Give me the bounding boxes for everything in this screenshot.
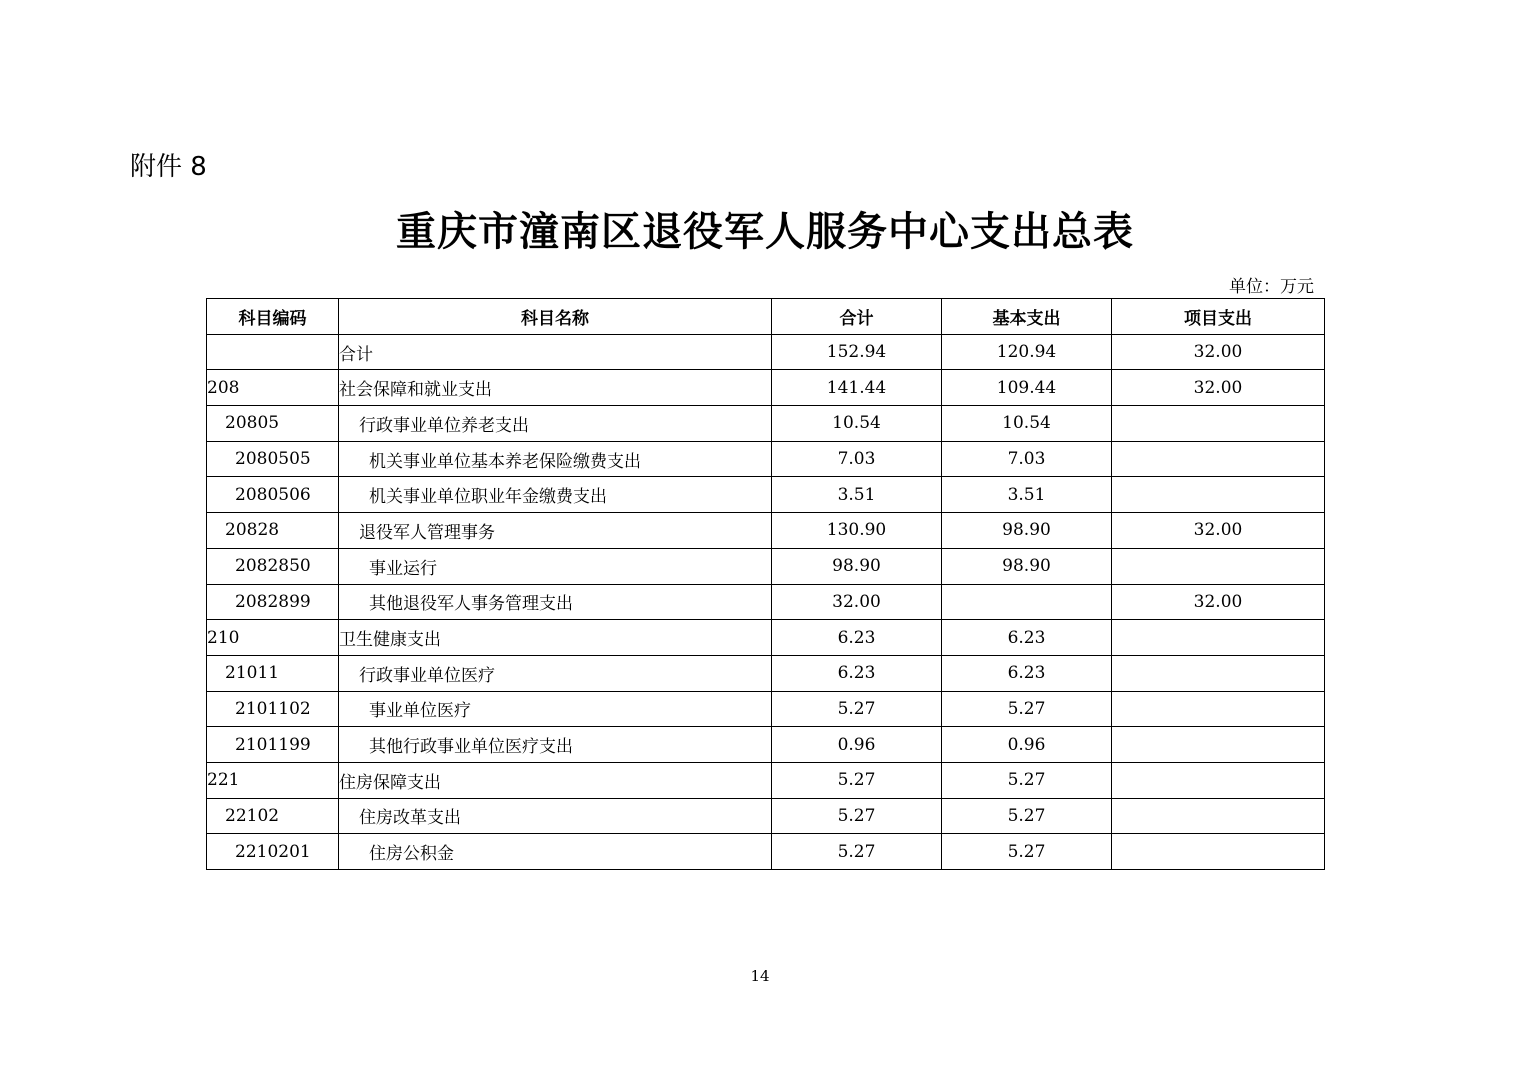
cell-subject-name: 其他退役军人事务管理支出: [339, 584, 772, 620]
table-row: [207, 548, 1325, 584]
cell-project-expenditure: [1112, 620, 1325, 656]
cell-project-expenditure: 32.00: [1112, 513, 1325, 549]
table-body: [207, 334, 1325, 869]
page-number: 14: [750, 967, 770, 985]
table-row: [207, 477, 1325, 513]
cell-subject-name: 退役军人管理事务: [339, 513, 772, 549]
cell-subject-name: 行政事业单位养老支出: [339, 406, 772, 442]
cell-total: 5.27: [772, 691, 942, 727]
table-row: [207, 620, 1325, 656]
cell-basic-expenditure: 98.90: [942, 513, 1112, 549]
cell-basic-expenditure: 7.03: [942, 441, 1112, 477]
cell-subject-code: 208: [207, 370, 339, 406]
cell-subject-code: 2101102: [207, 691, 339, 727]
cell-subject-name: 社会保障和就业支出: [339, 370, 772, 406]
cell-total: 7.03: [772, 441, 942, 477]
cell-subject-name: 住房改革支出: [339, 798, 772, 834]
cell-total: 5.27: [772, 834, 942, 870]
expenditure-table: [206, 298, 1325, 870]
cell-subject-name: 事业单位医疗: [339, 691, 772, 727]
table-row: [207, 370, 1325, 406]
table-row: [207, 513, 1325, 549]
table-row: [207, 584, 1325, 620]
cell-subject-name: 住房公积金: [339, 834, 772, 870]
cell-subject-name: 卫生健康支出: [339, 620, 772, 656]
cell-subject-code: 22102: [207, 798, 339, 834]
cell-project-expenditure: [1112, 655, 1325, 691]
cell-project-expenditure: 32.00: [1112, 370, 1325, 406]
cell-subject-name: 机关事业单位基本养老保险缴费支出: [339, 441, 772, 477]
cell-basic-expenditure: [942, 584, 1112, 620]
cell-project-expenditure: 32.00: [1112, 584, 1325, 620]
cell-subject-name: 机关事业单位职业年金缴费支出: [339, 477, 772, 513]
cell-project-expenditure: [1112, 798, 1325, 834]
cell-basic-expenditure: 5.27: [942, 691, 1112, 727]
cell-basic-expenditure: 120.94: [942, 334, 1112, 370]
table-row: [207, 441, 1325, 477]
cell-project-expenditure: [1112, 727, 1325, 763]
header-subject-code: 科目编码: [207, 299, 339, 335]
cell-subject-code: 21011: [207, 655, 339, 691]
cell-project-expenditure: [1112, 441, 1325, 477]
table-row: [207, 798, 1325, 834]
cell-project-expenditure: [1112, 762, 1325, 798]
cell-project-expenditure: [1112, 834, 1325, 870]
cell-subject-code: 2101199: [207, 727, 339, 763]
cell-basic-expenditure: 6.23: [942, 620, 1112, 656]
header-total: 合计: [772, 299, 942, 335]
cell-subject-code: [207, 334, 339, 370]
cell-total: 6.23: [772, 620, 942, 656]
cell-total: 6.23: [772, 655, 942, 691]
cell-subject-code: 2082850: [207, 548, 339, 584]
cell-total: 3.51: [772, 477, 942, 513]
cell-basic-expenditure: 10.54: [942, 406, 1112, 442]
cell-project-expenditure: [1112, 477, 1325, 513]
cell-total: 141.44: [772, 370, 942, 406]
unit-label: 单位：万元: [1229, 277, 1314, 297]
cell-subject-code: 221: [207, 762, 339, 798]
table-row: [207, 406, 1325, 442]
cell-basic-expenditure: 3.51: [942, 477, 1112, 513]
cell-total: 5.27: [772, 798, 942, 834]
cell-subject-name: 事业运行: [339, 548, 772, 584]
header-project-expenditure: 项目支出: [1112, 299, 1325, 335]
cell-basic-expenditure: 6.23: [942, 655, 1112, 691]
table-row: [207, 762, 1325, 798]
cell-basic-expenditure: 5.27: [942, 762, 1112, 798]
cell-subject-name: 其他行政事业单位医疗支出: [339, 727, 772, 763]
cell-total: 152.94: [772, 334, 942, 370]
cell-subject-name: 住房保障支出: [339, 762, 772, 798]
cell-subject-code: 2210201: [207, 834, 339, 870]
cell-basic-expenditure: 98.90: [942, 548, 1112, 584]
cell-total: 32.00: [772, 584, 942, 620]
cell-basic-expenditure: 109.44: [942, 370, 1112, 406]
cell-project-expenditure: 32.00: [1112, 334, 1325, 370]
table-header-row: [207, 299, 1325, 335]
cell-project-expenditure: [1112, 691, 1325, 727]
cell-total: 0.96: [772, 727, 942, 763]
header-basic-expenditure: 基本支出: [942, 299, 1112, 335]
cell-subject-name: 合计: [339, 334, 772, 370]
header-subject-name: 科目名称: [339, 299, 772, 335]
cell-total: 98.90: [772, 548, 942, 584]
cell-total: 5.27: [772, 762, 942, 798]
table-row: [207, 834, 1325, 870]
cell-total: 10.54: [772, 406, 942, 442]
table-row: [207, 334, 1325, 370]
cell-total: 130.90: [772, 513, 942, 549]
cell-subject-code: 2080505: [207, 441, 339, 477]
attachment-label: 附件 8: [130, 152, 207, 182]
cell-basic-expenditure: 0.96: [942, 727, 1112, 763]
cell-subject-code: 210: [207, 620, 339, 656]
table-row: [207, 655, 1325, 691]
cell-subject-name: 行政事业单位医疗: [339, 655, 772, 691]
cell-project-expenditure: [1112, 406, 1325, 442]
cell-subject-code: 2080506: [207, 477, 339, 513]
cell-subject-code: 20805: [207, 406, 339, 442]
page-title: 重庆市潼南区退役军人服务中心支出总表: [396, 208, 1134, 255]
cell-basic-expenditure: 5.27: [942, 798, 1112, 834]
cell-subject-code: 2082899: [207, 584, 339, 620]
table-row: [207, 727, 1325, 763]
cell-basic-expenditure: 5.27: [942, 834, 1112, 870]
cell-subject-code: 20828: [207, 513, 339, 549]
cell-project-expenditure: [1112, 548, 1325, 584]
table-row: [207, 691, 1325, 727]
